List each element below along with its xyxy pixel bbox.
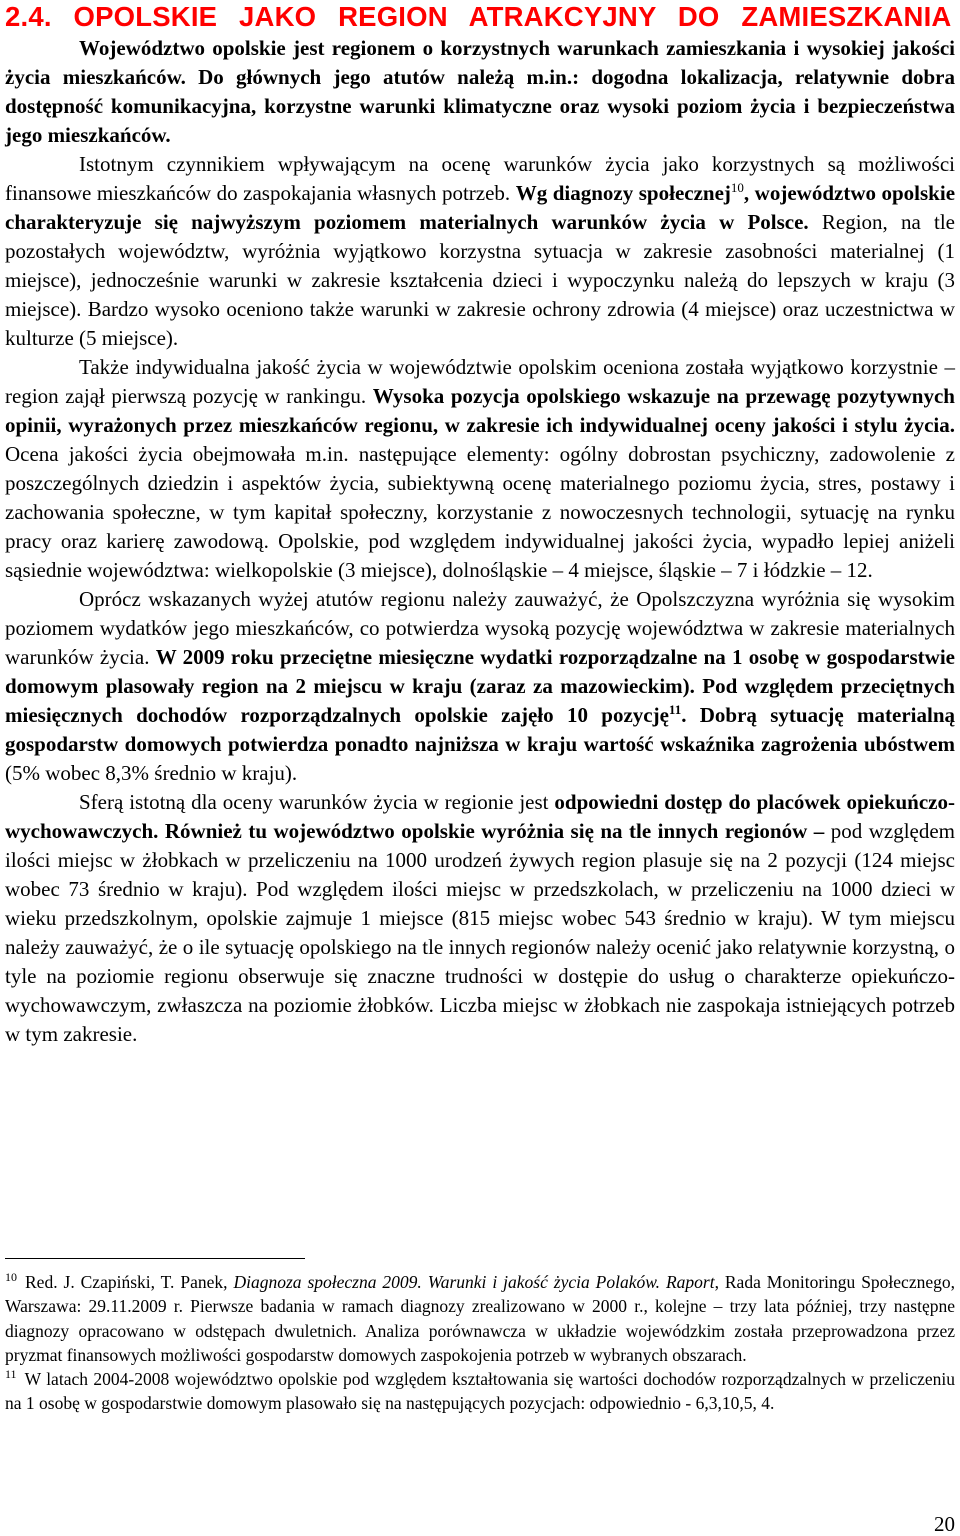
bold-text: W 2009 roku przeciętne miesięczne wydatki rozporządzalne na 1 osobę w gospodarstwie domowym plasowały region na 2 miejscu w kraju (zaraz za mazowieckim). Pod względem przeciętnych miesięcznych dochodów rozporządzalnych opolskie zajęło 10 pozycję (5, 645, 955, 727)
footnote-text: , Rada Monitoringu Społecznego, Warszawa: 29.11.2009 r. Pierwsze badania w ramach diagnozy zrealizowano w 2000 r., kolejne – trzy lata później, trzy następne diagnozy opracowano w odstępach dwuletnich. Analiza porównawcza w układzie wojewódzkim została przeprowadzona przez pryzmat finansowych możliwości gospodarstw domowych zaspokojenia potrzeb w wybranych obszarach. (5, 1272, 955, 1365)
footnote-text: Red. J. Czapiński, T. Panek, (25, 1272, 234, 1292)
bold-text: Wysoka pozycja opolskiego wskazuje na przewagę pozytywnych opinii, wyrażonych przez mieszkańców regionu, w zakresie ich indywidualnej oceny jakości i stylu życia. (5, 384, 955, 437)
text-run: Oprócz wskazanych wyżej atutów regionu należy zauważyć, że Opolszczyzna wyróżnia się wysokim poziomem wydatków jego mieszkańców, co potwierdza wysoką pozycję województwa w zakresie materialnych warunków życia. (5, 587, 955, 669)
footnote-reference: 10 (730, 180, 744, 195)
bold-text: odpowiedni dostęp do placówek opiekuńczo-wychowawczych. Również tu województwo opolskie wyróżnia się na tle innych regionów – (5, 790, 955, 843)
paragraph (5, 788, 955, 1049)
paragraph (5, 585, 955, 788)
bold-text: Województwo opolskie jest regionem o korzystnych warunkach zamieszkania i wysokiej jakości życia mieszkańców. Do głównych jego atutów należą m.in.: dogodna lokalizacja, relatywnie dobra dostępność komunikacyjna, korzystne warunki klimatyczne oraz wysoki poziom życia i bezpieczeństwa jego mieszkańców. (5, 36, 955, 147)
footnote-number: 10 (5, 1270, 17, 1285)
text-run: pod względem ilości miejsc w żłobkach w przeliczeniu na 1000 urodzeń żywych region plasuje się na 2 pozycji (124 miejsc wobec 73 średnio w kraju). Pod względem ilości miejsc w przedszkolach, w przeliczeniu na 1000 dzieci w wieku przedszkolnym, opolskie zajmuje 1 miejsce (815 miejsc wobec 543 średnio w kraju). W tym miejscu należy zauważyć, że o ile sytuację opolskiego na tle innych regionów należy ocenić jako relatywnie korzystną, o tyle na poziomie regionu obserwuje się znaczne trudności w dostępie do usług o charakterze opiekuńczo-wychowawczym, zwłaszcza na poziomie żłobków. Liczba miejsc w żłobkach nie zaspokaja istniejących potrzeb w tym zakresie. (5, 819, 956, 1046)
page-number: 20 (934, 1512, 955, 1536)
text-run: Region, na tle pozostałych województw, wyróżnia wyjątkowo korzystna sytuacja w zakresie zasobności materialnej (1 miejsce), jednocześnie warunki w zakresie kształcenia dzieci i wypoczynku należą do lepszych w kraju (3 miejsce). Bardzo wysoko oceniono także warunki w zakresie ochrony zdrowia (4 miejsce) oraz uczestnictwa w kulturze (5 miejsce). (5, 210, 955, 350)
italic-title: Diagnoza społeczna 2009. Warunki i jakość życia Polaków. Raport (233, 1272, 715, 1292)
footnote-number: 11 (5, 1367, 17, 1382)
footnote-separator (5, 1258, 305, 1259)
text-run: (5% wobec 8,3% średnio w kraju). (5, 761, 298, 785)
page-content (5, 0, 955, 1049)
paragraph (5, 353, 955, 585)
paragraph (5, 34, 955, 150)
footnote-reference: 11 (668, 702, 682, 717)
text-run: Sferą istotną dla oceny warunków życia w regionie jest (79, 790, 555, 814)
body-text (5, 34, 955, 1049)
bold-text: Wg diagnozy społecznej (515, 181, 731, 205)
footnote (5, 1270, 955, 1367)
section-heading: 2.4. OPOLSKIE JAKO REGION ATRAKCYJNY DO ZAMIESZKANIA (5, 1, 952, 32)
paragraph (5, 150, 955, 353)
footnotes (5, 1270, 955, 1416)
text-run: Istotnym czynnikiem wpływającym na ocenę warunków życia jako korzystnych są możliwości finansowe mieszkańców do zaspokajania własnych potrzeb. (5, 152, 955, 205)
footnote-text: W latach 2004-2008 województwo opolskie pod względem kształtowania się wartości dochodów rozporządzalnych w przeliczeniu na 1 osobę w gospodarstwie domowym plasowało się na następujących pozycjach: odpowiednio - 6,3,10,5, 4. (5, 1369, 955, 1414)
text-run: Także indywidualna jakość życia w województwie opolskim oceniona została wyjątkowo korzystnie – region zajął pierwszą pozycję w rankingu. (5, 355, 955, 408)
text-run: Ocena jakości życia obejmowała m.in. następujące elementy: ogólny dobrostan psychiczny, zadowolenie z poszczególnych dziedzin i aspektów życia, subiektywną ocenę materialnego poziomu życia, stres, postawy i zachowania społeczne, w tym kapitał społeczny, korzystanie z nowoczesnych technologii, sytuację na rynku pracy oraz karierę zawodową. Opolskie, pod względem indywidualnej jakości życia, wypadło lepiej aniżeli sąsiednie województwa: wielkopolskie (3 miejsce), dolnośląskie – 4 miejsce, śląskie – 7 i łódzkie – 12. (5, 442, 955, 582)
bold-text: , województwo opolskie charakteryzuje się najwyższym poziomem materialnych warunków życia w Polsce. (5, 181, 956, 234)
footnote (5, 1367, 955, 1416)
bold-text: . Dobrą sytuację materialną gospodarstw domowych potwierdza ponadto najniższa w kraju wartość wskaźnika zagrożenia ubóstwem (5, 703, 956, 756)
